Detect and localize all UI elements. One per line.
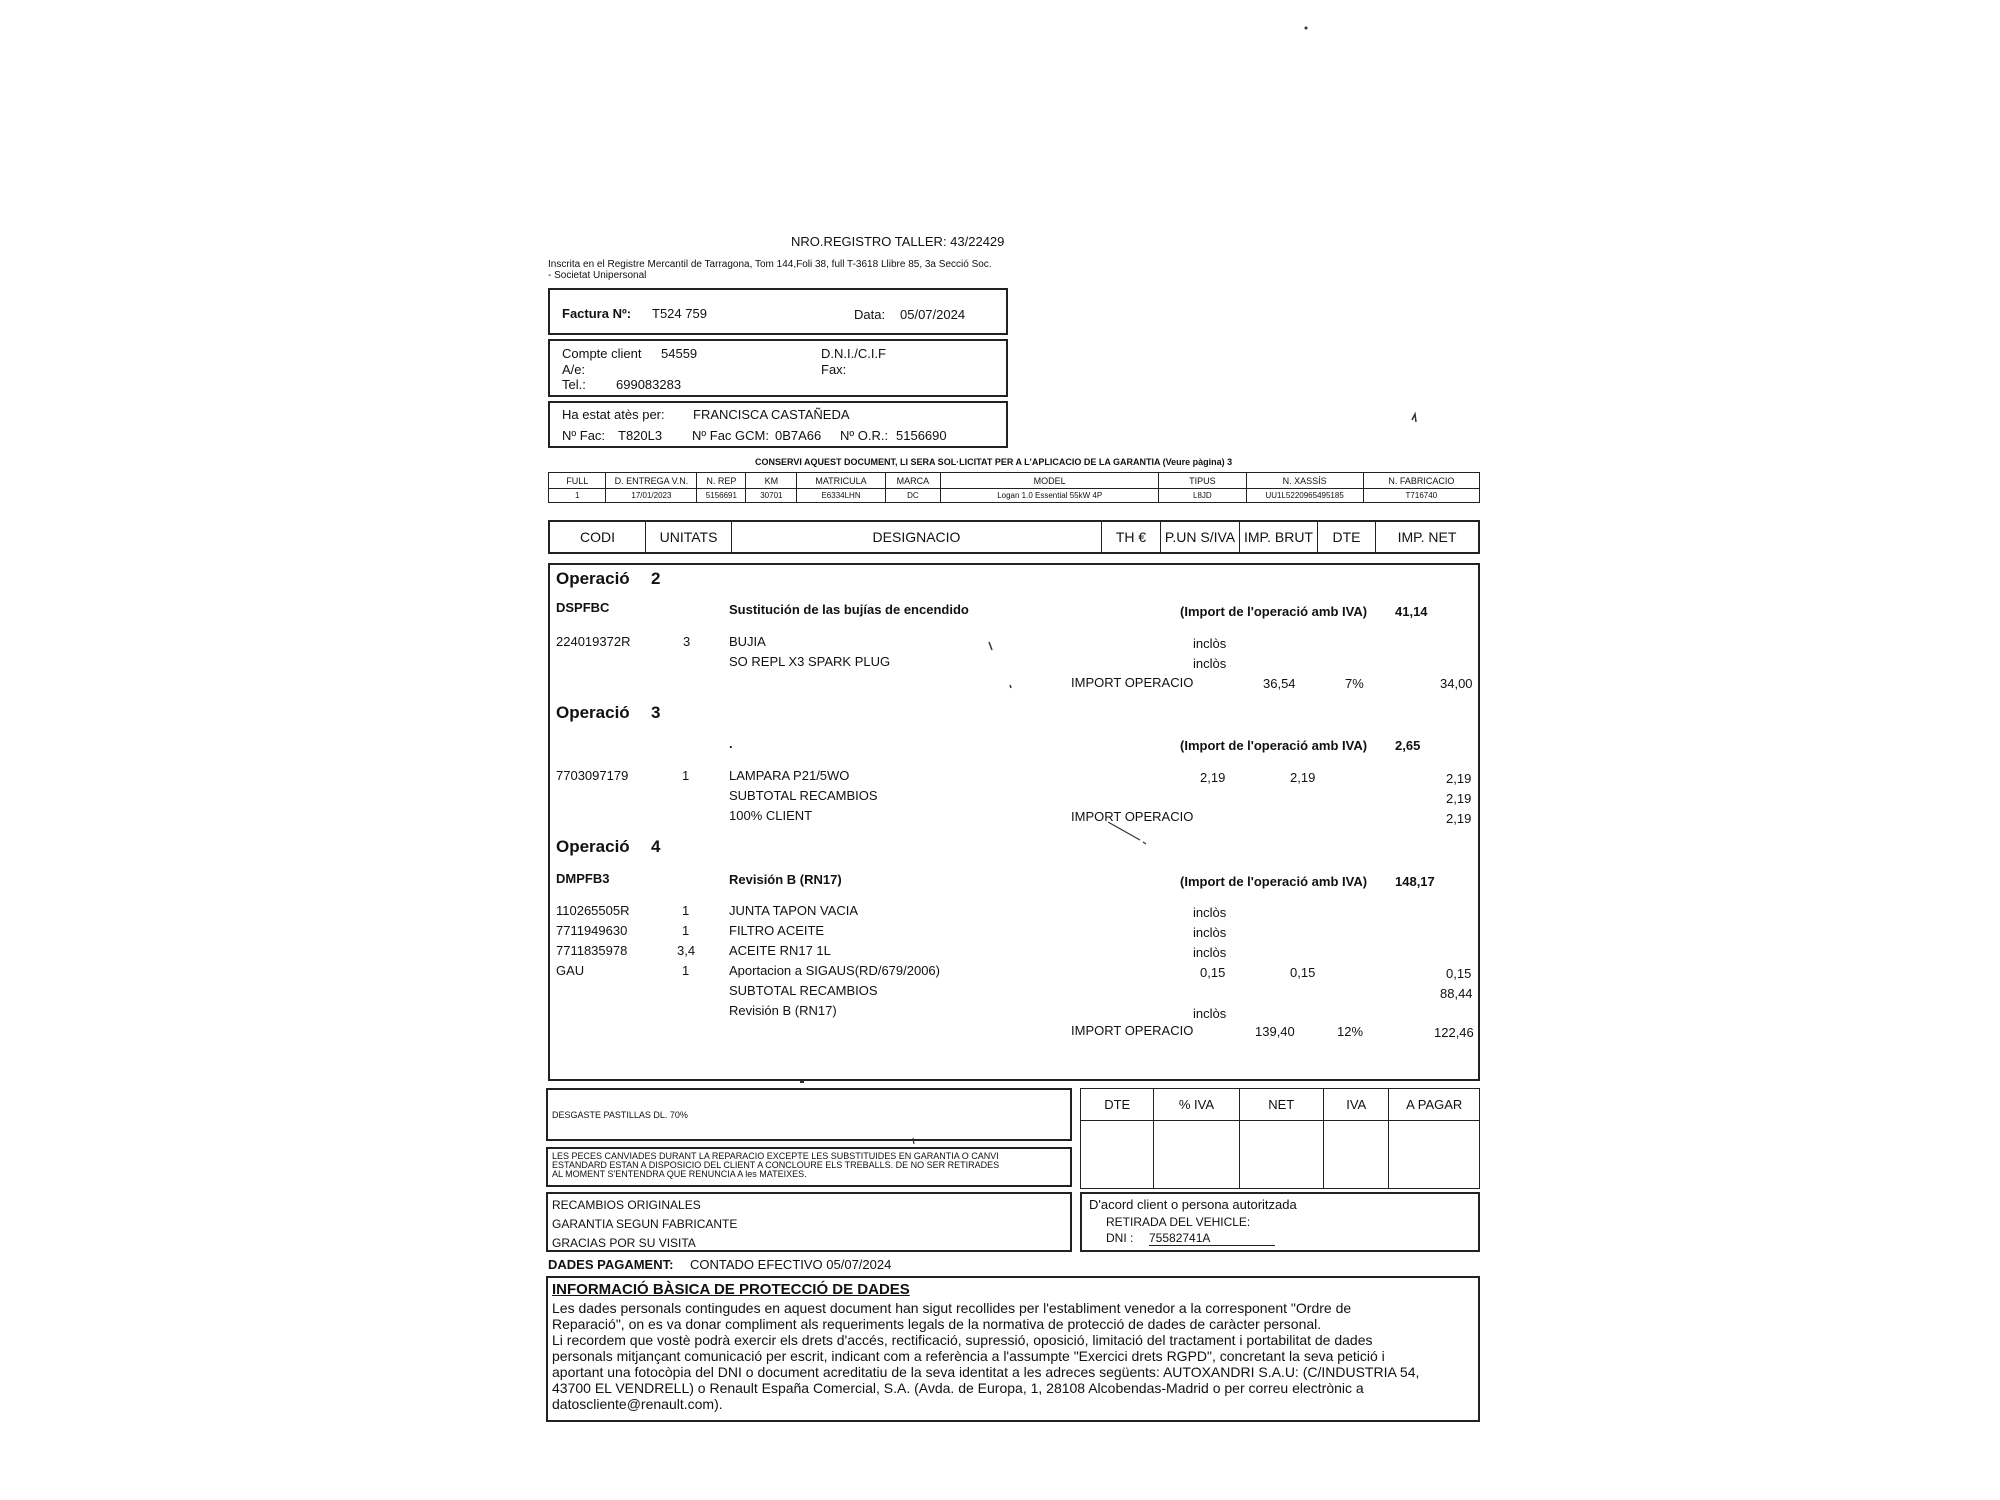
col-imp-net: IMP. NET [1397,529,1457,545]
vehicle-header-cell: D. ENTREGA V.N. [606,473,697,489]
op4-code: DMPFB3 [556,871,610,886]
col-imp-brut: IMP. BRUT [1240,522,1318,552]
client-fax-label: Fax: [821,362,847,377]
op2-number: 2 [651,569,661,588]
op3-line-units: 1 [682,768,690,783]
op4-subtotal-net: 88,44 [1440,986,1473,1001]
op4-gau-net: 0,15 [1446,966,1472,981]
data-protection-line: Les dades personals contingudes en aquest document han sigut recollides per l'establiment venedor a la corresponent "Ordre de [552,1300,1352,1316]
scan-mark [989,642,992,650]
op2-import-label: (Import de l'operació amb IVA) [1180,604,1368,619]
op4-line1-units: 1 [682,903,690,918]
payment-value: CONTADO EFECTIVO 05/07/2024 [690,1257,892,1272]
op2-line2-pun: inclòs [1193,656,1227,671]
vehicle-value-cell: L8JD [1159,489,1246,503]
op3-import-value: 2,65 [1395,738,1421,753]
op4-gau-code: GAU [556,963,585,978]
op3-line-net: 2,19 [1446,771,1472,786]
op4-import-value: 148,17 [1395,874,1435,889]
recambios-originales: RECAMBIOS ORIGINALES [552,1198,701,1212]
nfac-label: Nº Fac: [562,428,606,443]
op2-total-brut: 36,54 [1263,676,1296,691]
scan-mark [1412,414,1416,422]
op2-line1-code: 224019372R [556,634,631,649]
vehicle-value-cell: Logan 1.0 Essential 55kW 4P [941,489,1159,503]
col-th: TH € [1102,522,1161,552]
totals-header-cell: NET [1239,1089,1323,1121]
vehicle-header-cell: N. XASSÍS [1246,473,1363,489]
data-protection-line: Li recordem que vostè podrà exercir els drets d'accés, rectificació, supressió, oposició, limitació del tractament i portabilitat de dades [552,1332,1373,1348]
data-protection-line: 43700 EL VENDRELL) o Renault España Comercial, S.A. (Avda. de Europa, 1, 28108 Alcobendas-Madrid o per correu electrònic a [552,1380,1364,1396]
scan-mark [1010,685,1011,688]
op4-line3-units: 3,4 [677,943,696,958]
op3-line-pun: 2,19 [1200,770,1226,785]
scan-mark [1108,822,1146,844]
op4-gau-pun: 0,15 [1200,965,1226,980]
totals-header-cell: A PAGAR [1389,1089,1480,1121]
col-codi: CODI [550,522,646,552]
peces-note-line3: AL MOMENT S'ENTENDRA QUE RENUNCIA A les MATEIXES. [552,1169,807,1179]
payment-label: DADES PAGAMENT: [548,1257,674,1272]
op4-line3-desig: ACEITE RN17 1L [729,943,831,958]
op4-line1-pun: inclòs [1193,905,1227,920]
totals-header-cell: DTE [1081,1089,1154,1121]
scan-mark [913,1138,914,1144]
or-label: Nº O.R.: [840,428,889,443]
op2-total-label: IMPORT OPERACIO [1071,675,1194,690]
attended-name: FRANCISCA CASTAÑEDA [693,407,850,422]
garantia-fabricante: GARANTIA SEGUN FABRICANTE [552,1217,738,1231]
col-unitats: UNITATS [646,522,732,552]
op4-line2-pun: inclòs [1193,925,1227,940]
client-ae-label: A/e: [562,362,586,377]
op4-title: Operació [556,837,630,856]
gcm-label: Nº Fac GCM: [692,428,769,443]
col-dte: DTE [1318,522,1376,552]
registre-mercantil-line1: Inscrita en el Registre Mercantil de Tarragona, Tom 144,Foli 38, full T-3618 Llibre 85, 3a Secció Soc. [548,259,992,270]
op4-revision-label: Revisión B (RN17) [729,1003,837,1018]
op4-total-label: IMPORT OPERACIO [1071,1023,1194,1038]
or-value: 5156690 [896,428,947,443]
gracias-visita: GRACIAS POR SU VISITA [552,1236,696,1250]
col-designacio: DESIGNACIO [732,522,1102,552]
vehicle-value-cell: UU1L5220965495185 [1246,489,1363,503]
op4-gau-units: 1 [682,963,690,978]
signature-retirada: RETIRADA DEL VEHICLE: [1106,1215,1251,1229]
data-protection-line: aportant una fotocòpia del DNI o document acreditatiu de la seva identitat a les adreces següents: AUTOXANDRI S.A.U: (C/INDUSTRIA 54, [552,1364,1420,1380]
gcm-value: 0B7A66 [775,428,822,443]
client-tel: 699083283 [616,377,682,392]
signature-acord: D'acord client o persona autoritzada [1089,1197,1297,1212]
vehicle-value-cell: 1 [549,489,606,503]
vehicle-value-cell: 30701 [746,489,797,503]
op2-title: Operació [556,569,630,588]
op4-import-label: (Import de l'operació amb IVA) [1180,874,1368,889]
scan-mark [1305,27,1308,30]
vehicle-header-cell: N. REP [697,473,746,489]
vehicle-value-cell: E6334LHN [797,489,885,503]
invoice-date: 05/07/2024 [900,307,966,322]
op3-line-brut: 2,19 [1290,770,1316,785]
nfac-value: T820L3 [618,428,663,443]
op2-line1-units: 3 [683,634,691,649]
data-protection-title: INFORMACIÓ BÀSICA DE PROTECCIÓ DE DADES [552,1281,910,1298]
op4-line1-code: 110265505R [556,903,630,918]
op3-number: 3 [651,703,661,722]
signature-dni-label: DNI : [1106,1231,1134,1245]
op4-number: 4 [651,837,661,856]
op2-import-value: 41,14 [1395,604,1428,619]
registro-taller: NRO.REGISTRO TALLER: 43/22429 [791,234,1005,249]
op4-total-brut: 139,40 [1255,1024,1295,1039]
op2-total-dte: 7% [1345,676,1364,691]
op4-line2-desig: FILTRO ACEITE [729,923,825,938]
op2-total-net: 34,00 [1440,676,1473,691]
op4-gau-desig: Aportacion a SIGAUS(RD/679/2006) [729,963,940,978]
peces-note-line1: LES PECES CANVIADES DURANT LA REPARACIO EXCEPTE LES SUBSTITUIDES EN GARANTIA O CANVI [552,1151,999,1161]
vehicle-value-cell: 17/01/2023 [606,489,697,503]
op3-subtotal-net: 2,19 [1446,791,1472,806]
invoice-number: T524 759 [652,306,707,321]
vehicle-value-cell: T716740 [1363,489,1479,503]
op3-import-label: (Import de l'operació amb IVA) [1180,738,1368,753]
op2-line1-desig: BUJIA [729,634,766,649]
op3-client-label: 100% CLIENT [729,808,813,823]
data-protection-line: Reparació", on es va donar compliment als requeriments legals de la normativa de protecció de dades de caràcter personal. [552,1316,1322,1332]
op4-gau-brut: 0,15 [1290,965,1316,980]
invoice-number-label: Factura Nº: [562,306,632,321]
vehicle-header-cell: MODEL [941,473,1159,489]
col-pun: P.UN S/IVA [1161,522,1240,552]
op3-line-code: 7703097179 [556,768,629,783]
op3-title: Operació [556,703,630,722]
op4-line3-code: 7711835978 [556,943,628,958]
op3-total-net: 2,19 [1446,811,1472,826]
op2-line2-desig: SO REPL X3 SPARK PLUG [729,654,891,669]
peces-note-line2: ESTANDARD ESTAN A DISPOSICIO DEL CLIENT A CONCLOURE ELS TREBALLS. DE NO SER RETIRADES [552,1160,1000,1170]
vehicle-header-cell: FULL [549,473,606,489]
client-account: 54559 [661,346,698,361]
vehicle-value-cell: DC [885,489,941,503]
op3-line-desig: LAMPARA P21/5WO [729,768,850,783]
client-dni-label: D.N.I./C.I.F [821,346,886,361]
totals-header-cell: IVA [1323,1089,1389,1121]
signature-dni: 75582741A [1149,1231,1275,1246]
op4-total-net: 122,46 [1434,1025,1474,1040]
op4-line3-pun: inclòs [1193,945,1227,960]
totals-header-cell: % IVA [1154,1089,1239,1121]
data-protection-line: datoscliente@renault.com). [552,1396,723,1412]
vehicle-header-cell: TIPUS [1159,473,1246,489]
op4-line2-code: 7711949630 [556,923,628,938]
attended-label: Ha estat atès per: [562,407,665,422]
vehicle-header-cell: N. FABRICACIO [1363,473,1479,489]
vehicle-header-cell: MARCA [885,473,941,489]
op2-code: DSPFBC [556,600,610,615]
op4-revision-pun: inclòs [1193,1006,1227,1021]
op2-line1-pun: inclòs [1193,636,1227,651]
op3-total-label: IMPORT OPERACIO [1071,809,1194,824]
op4-line2-units: 1 [682,923,690,938]
vehicle-value-cell: 5156691 [697,489,746,503]
client-account-label: Compte client [562,346,642,361]
op4-subtotal-label: SUBTOTAL RECAMBIOS [729,983,878,998]
warranty-notice: CONSERVI AQUEST DOCUMENT, LI SERA SOL·LICITAT PER A L'APLICACIO DE LA GARANTIA (Veure pàgina) 3 [755,457,1233,467]
data-protection-line: personals mitjançant comunicació per escrit, indicant com a referència a l'assumpte "Exercici drets RGPD", concretant la seva petició i [552,1348,1385,1364]
client-tel-label: Tel.: [562,377,586,392]
op4-desc: Revisión B (RN17) [729,872,842,887]
desgaste-note: DESGASTE PASTILLAS DL. 70% [552,1110,688,1120]
op4-total-dte: 12% [1337,1024,1364,1039]
op3-subtotal-label: SUBTOTAL RECAMBIOS [729,788,878,803]
vehicle-header-cell: MATRICULA [797,473,885,489]
op2-desc: Sustitución de las bujías de encendido [729,602,969,617]
op4-line1-desig: JUNTA TAPON VACIA [729,903,859,918]
invoice-date-label: Data: [854,307,886,322]
registre-mercantil-line2: - Societat Unipersonal [548,270,647,281]
vehicle-header-cell: KM [746,473,797,489]
op3-desc: . [729,736,733,751]
